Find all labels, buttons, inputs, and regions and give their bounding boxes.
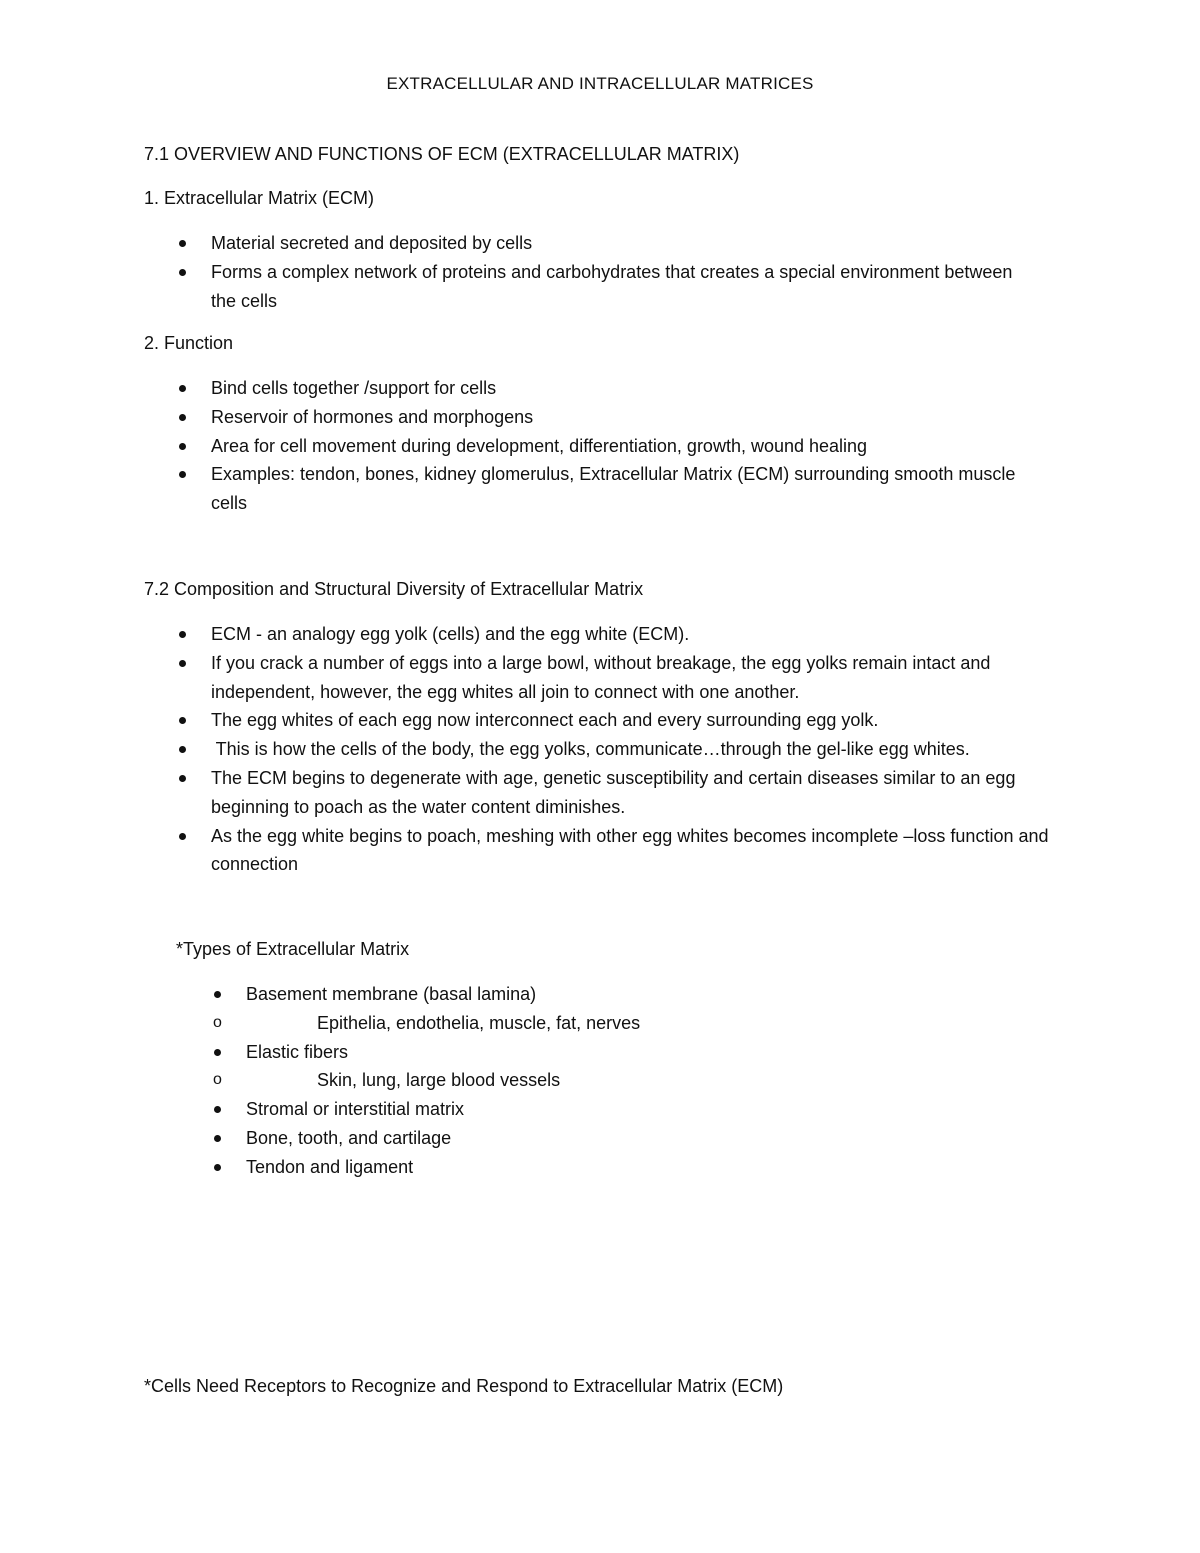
list-subitem: o Epithelia, endothelia, muscle, fat, nerves	[246, 1009, 946, 1038]
bullet-icon	[179, 471, 186, 478]
bullet-icon	[214, 1164, 221, 1171]
bullet-icon	[214, 1135, 221, 1142]
bullet-icon	[179, 414, 186, 421]
list-item: Tendon and ligament	[246, 1153, 946, 1182]
list-item: This is how the cells of the body, the egg yolks, communicate…through the gel-like egg whites.	[211, 735, 1061, 764]
bullet-icon	[214, 991, 221, 998]
section-7-2-heading: 7.2 Composition and Structural Diversity of Extracellular Matrix	[144, 579, 644, 599]
bullet-icon	[214, 1106, 221, 1113]
section-7-1-heading: 7.1 OVERVIEW AND FUNCTIONS OF ECM (EXTRACELLULAR MATRIX)	[144, 144, 740, 164]
list-item: Bind cells together /support for cells	[211, 374, 1041, 403]
bullet-icon	[179, 660, 186, 667]
subheading-function: 2. Function	[144, 333, 234, 353]
list-item: Material secreted and deposited by cells	[211, 229, 1041, 258]
ecm-definition-list	[211, 229, 1041, 315]
types-heading: *Types of Extracellular Matrix	[176, 939, 410, 959]
document-title: EXTRACELLULAR AND INTRACELLULAR MATRICES	[386, 74, 814, 93]
list-item: Elastic fibers	[246, 1038, 946, 1067]
list-item: Area for cell movement during development, differentiation, growth, wound healing	[211, 432, 1041, 461]
list-item: If you crack a number of eggs into a large bowl, without breakage, the egg yolks remain intact and independent, however, the egg whites all join to connect with one another.	[211, 649, 1061, 707]
list-item: The ECM begins to degenerate with age, genetic susceptibility and certain diseases similar to an egg beginning to poach as the water content diminishes.	[211, 764, 1061, 822]
bullet-icon	[179, 775, 186, 782]
bullet-icon	[179, 631, 186, 638]
function-list	[211, 374, 1041, 518]
list-item: As the egg white begins to poach, meshing with other egg whites becomes incomplete –loss function and connection	[211, 822, 1061, 880]
bullet-icon	[179, 443, 186, 450]
bullet-icon	[179, 240, 186, 247]
list-subitem: o Skin, lung, large blood vessels	[246, 1066, 946, 1095]
bullet-icon	[214, 1049, 221, 1056]
bullet-icon	[179, 385, 186, 392]
circle-bullet-icon: o	[213, 1013, 222, 1031]
circle-bullet-icon: o	[213, 1071, 222, 1089]
subheading-ecm: 1. Extracellular Matrix (ECM)	[144, 188, 375, 208]
types-list	[213, 980, 946, 1182]
list-item: Examples: tendon, bones, kidney glomerulus, Extracellular Matrix (ECM) surrounding smooth muscle cells	[211, 460, 1041, 518]
bullet-icon	[179, 717, 186, 724]
list-item: Forms a complex network of proteins and carbohydrates that creates a special environment between the cells	[211, 258, 1041, 316]
list-item: The egg whites of each egg now interconnect each and every surrounding egg yolk.	[211, 706, 1061, 735]
list-item: Reservoir of hormones and morphogens	[211, 403, 1041, 432]
list-item: Stromal or interstitial matrix	[246, 1095, 946, 1124]
bullet-icon	[179, 269, 186, 276]
list-item: Bone, tooth, and cartilage	[246, 1124, 946, 1153]
bullet-icon	[179, 833, 186, 840]
receptors-heading: *Cells Need Receptors to Recognize and Respond to Extracellular Matrix (ECM)	[144, 1376, 784, 1396]
list-item: ECM - an analogy egg yolk (cells) and the egg white (ECM).	[211, 620, 1061, 649]
bullet-icon	[179, 746, 186, 753]
composition-list	[211, 620, 1061, 879]
list-item: Basement membrane (basal lamina)	[246, 980, 946, 1009]
